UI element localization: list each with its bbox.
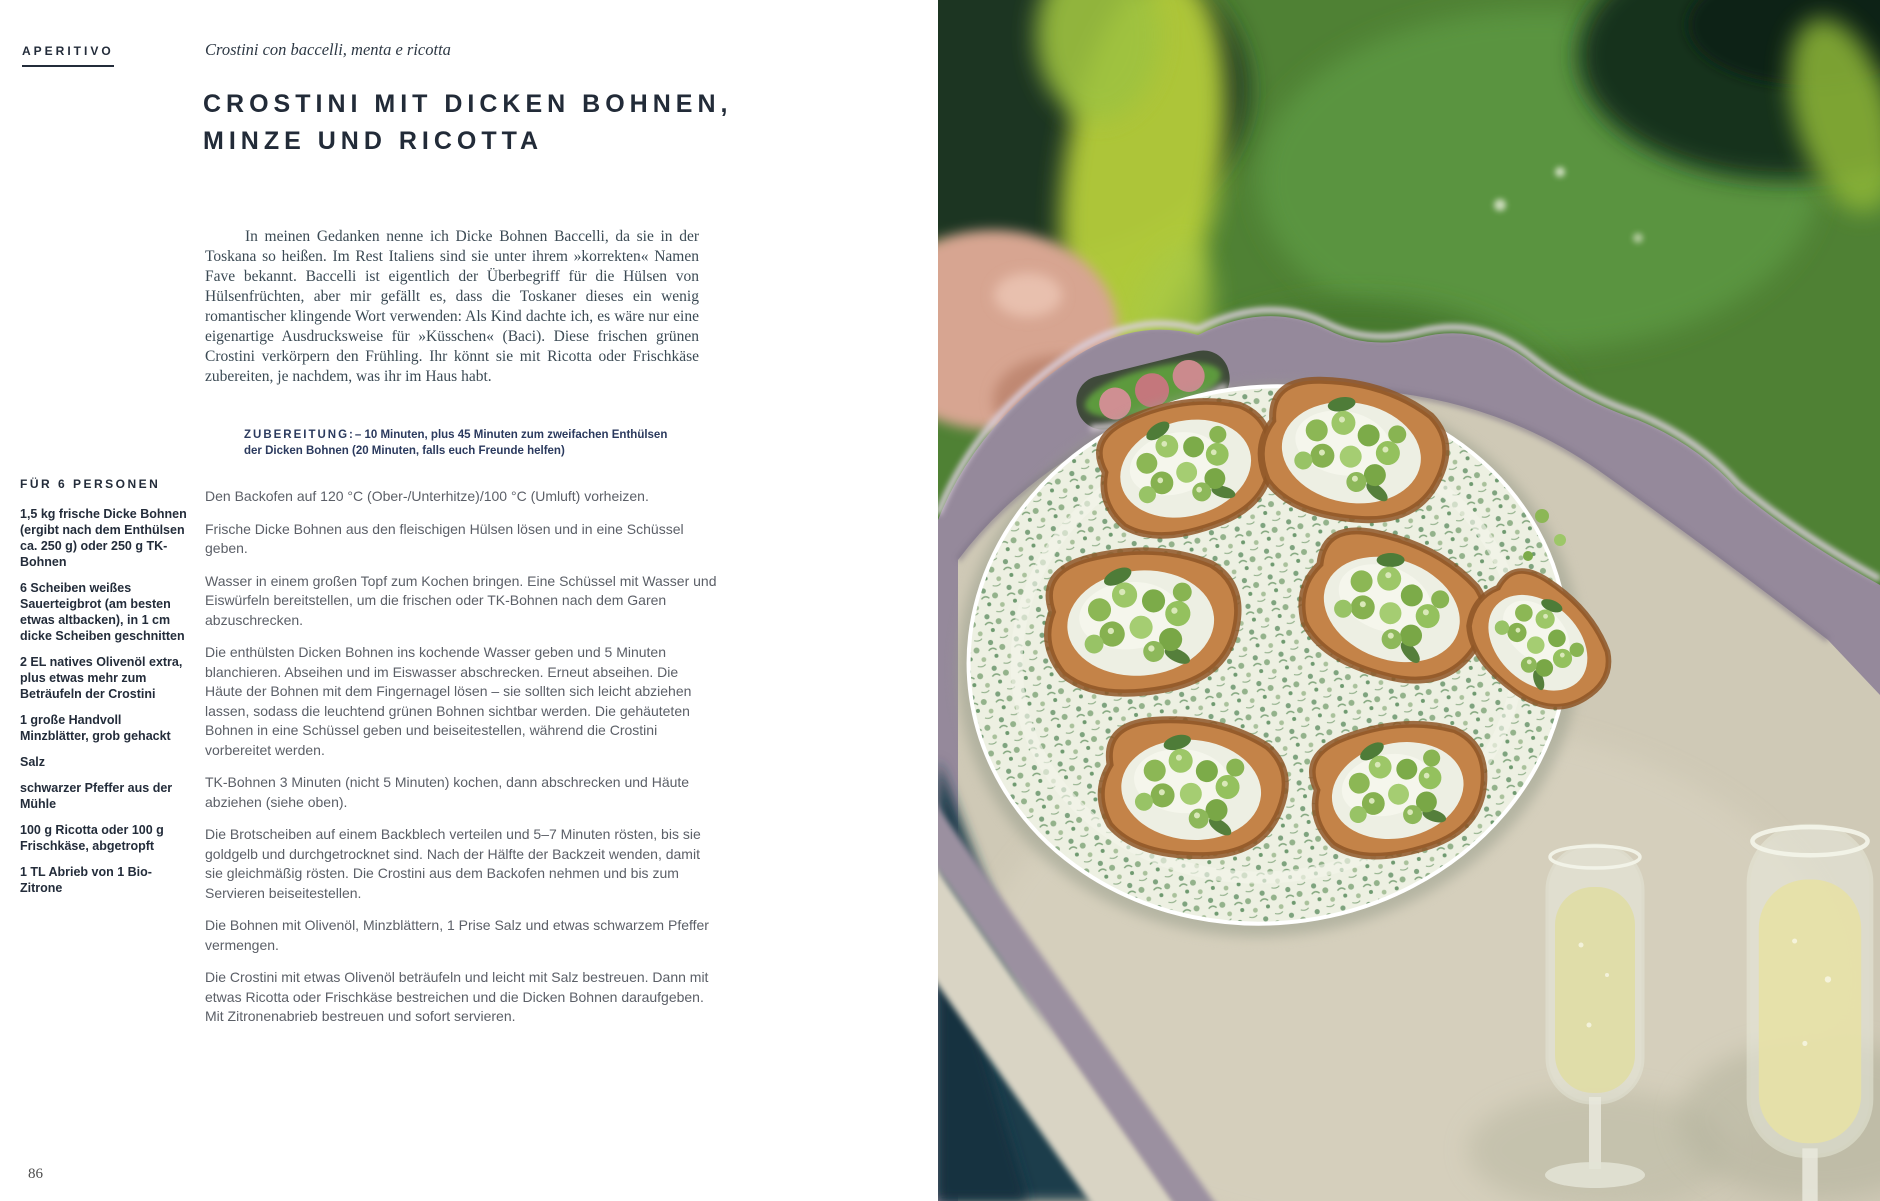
method-step: Die Brotscheiben auf einem Backblech verteilen und 5–7 Minuten rösten, bis sie goldgelb und durchgetrocknet sind. Nach der Hälfte der Backzeit wenden, damit sie gleichmäßig rösten. Die Crostini aus dem Backofen nehmen und bis zum Servieren beiseitestellen. xyxy=(205,826,701,901)
ingredient-item: 6 Scheiben weißes Sauerteigbrot (am besten etwas altbacken), in 1 cm dicke Scheiben geschnitten xyxy=(20,581,185,643)
intro-paragraph: In meinen Gedanken nenne ich Dicke Bohnen Baccelli, da sie in der Toskana so heißen. Im Rest Italiens sind sie unter ihrem »korrekten« Namen Fave bekannt. Baccelli ist eigentlich der Überbegriff für die Hülsen von Hülsenfrüchten, aber mir gefällt es, dass die Toskaner dieses ein wenig romantischer klingende Wort verwenden: Als Kind dachte ich, es wäre nur eine eigenartige Ausdrucksweise für »Küsschen« (Baci). Diese frischen grünen Crostini verkörpern den Frühling. Ihr könnt sie mit Ricotta oder Frischkäse zubereiten, je nachdem, was ihr im Haus habt. xyxy=(205,228,699,385)
recipe-title-line2: MINZE UND RICOTTA xyxy=(203,127,544,155)
ingredient-item: Salz xyxy=(20,755,46,769)
ingredient-item: 1 große Handvoll Minzblätter, grob gehackt xyxy=(20,713,171,743)
method-step: TK-Bohnen 3 Minuten (nicht 5 Minuten) kochen, dann abschrecken und Häute abziehen (siehe oben). xyxy=(205,774,690,810)
prep-time-label: ZUBEREITUNG: xyxy=(244,429,355,441)
section-kicker: APERITIVO xyxy=(22,44,114,67)
method-step: Die enthülsten Dicken Bohnen ins kochende Wasser geben und 5 Minuten blanchieren. Abseihen und im Eiswasser abschrecken. Erneut abseihen. Die Häute der Bohnen mit dem Fingernagel lösen – sie sollten sich leicht abziehen lassen, sodass die leuchtend grünen Bohnen sichtbar werden. Die gehäuteten Bohnen in eine Schüssel geben und beiseitestellen, während die Crostini vorbereitet werden. xyxy=(205,644,692,758)
ingredient-item: 2 EL natives Olivenöl extra, plus etwas mehr zum Beträufeln der Crostini xyxy=(20,655,183,701)
method-step: Die Bohnen mit Olivenöl, Minzblättern, 1 Prise Salz und etwas schwarzem Pfeffer vermengen. xyxy=(205,917,709,953)
recipe-title-italian: Crostini con baccelli, menta e ricotta xyxy=(205,40,451,59)
ingredient-item: 100 g Ricotta oder 100 g Frischkäse, abgetropft xyxy=(20,823,164,853)
method-step: Wasser in einem großen Topf zum Kochen bringen. Eine Schüssel mit Wasser und Eiswürfeln bereitstellen, um die frischen oder TK-Bohnen nach dem Garen abzuschrecken. xyxy=(205,572,717,628)
ingredient-item: schwarzer Pfeffer aus der Mühle xyxy=(20,781,173,811)
method-step: Die Crostini mit etwas Olivenöl beträufeln und leicht mit Salz bestreuen. Dann mit etwas Ricotta oder Frischkäse bestreichen und die Dicken Bohnen daraufgeben. Mit Zitronenabrieb bestreuen und sofort servieren. xyxy=(205,969,709,1024)
recipe-title-line1: CROSTINI MIT DICKEN BOHNEN, xyxy=(203,90,733,118)
prep-time-note xyxy=(244,427,676,459)
servings-heading: FÜR 6 PERSONEN xyxy=(20,477,161,491)
ingredient-item: 1,5 kg frische Dicke Bohnen (ergibt nach dem Enthülsen ca. 250 g) oder 250 g TK-Bohnen xyxy=(20,507,187,569)
recipe-photo xyxy=(938,0,1880,1201)
method-steps xyxy=(205,487,719,1040)
ingredients-list xyxy=(20,506,192,906)
method-step: Den Backofen auf 120 °C (Ober-/Unterhitze)/100 °C (Umluft) vorheizen. xyxy=(205,488,649,504)
ingredient-item: 1 TL Abrieb von 1 Bio-Zitrone xyxy=(20,865,152,895)
recipe-title xyxy=(203,86,732,160)
method-step: Frische Dicke Bohnen aus den fleischigen Hülsen lösen und in eine Schüssel geben. xyxy=(205,520,684,556)
page-number: 86 xyxy=(28,1166,43,1182)
prep-time-text: – 10 Minuten, plus 45 Minuten zum zweifachen Enthülsen der Dicken Bohnen (20 Minuten, falls euch Freunde helfen) xyxy=(244,429,668,457)
